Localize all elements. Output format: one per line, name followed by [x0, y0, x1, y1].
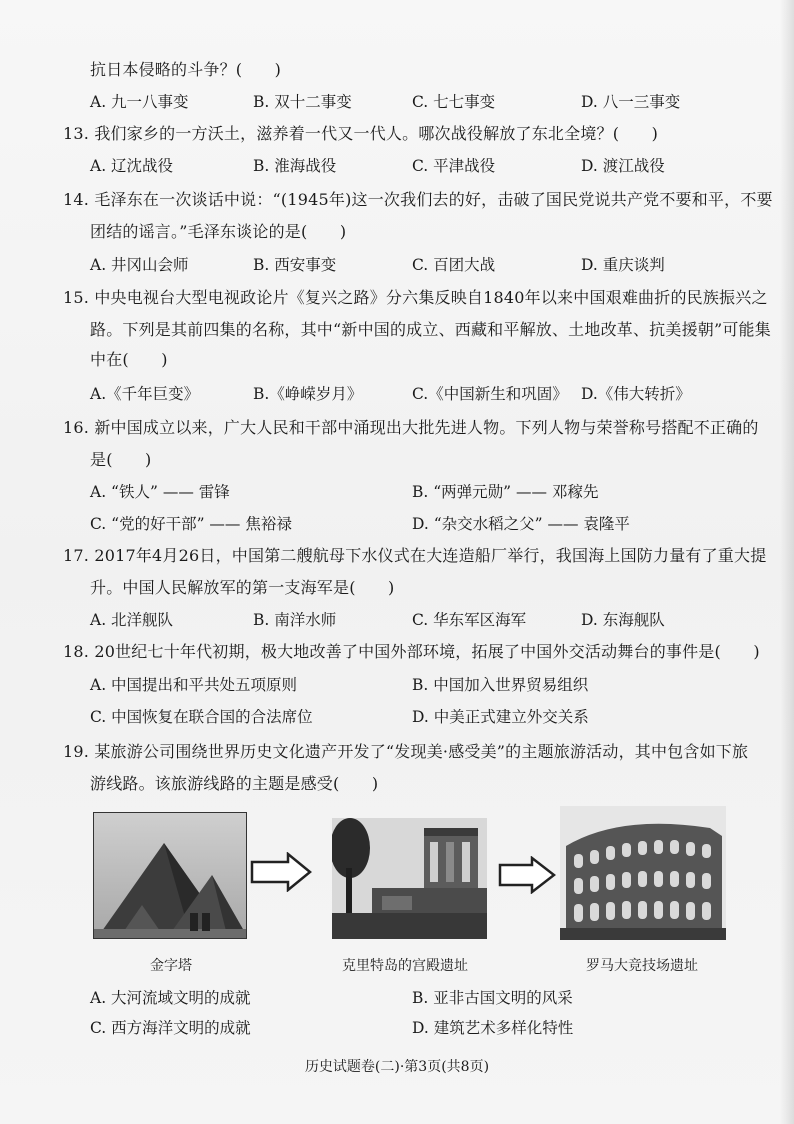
q16-option-a: A. “铁人” —— 雷锋	[90, 483, 230, 501]
q17-option-c: C. 华东军区海军	[412, 611, 527, 629]
colosseum-caption: 罗马大竞技场遗址	[586, 958, 698, 974]
pyramid-photo	[93, 812, 247, 939]
knossos-palace-photo	[332, 818, 487, 939]
palace-ruins-illustration	[332, 818, 487, 939]
q17-option-a: A. 北洋舰队	[90, 611, 174, 629]
q14-stem-line-2: 团结的谣言。”毛泽东谈论的是( )	[90, 222, 347, 241]
q18-stem-line-1: 18. 20世纪七十年代初期，极大地改善了中国外部环境，拓展了中国外交活动舞台的事件是( )	[63, 642, 760, 661]
pyramid-caption: 金字塔	[150, 958, 192, 974]
q14-option-b: B. 西安事变	[253, 256, 337, 274]
q13-option-b: B. 淮海战役	[253, 157, 337, 175]
q13-option-d: D. 渡江战役	[581, 157, 665, 175]
q14-option-d: D. 重庆谈判	[581, 256, 665, 274]
page-shadow	[780, 0, 794, 1124]
q16-option-d: D. “杂交水稻之父” —— 袁隆平	[412, 515, 630, 533]
q14-stem-line-1: 14. 毛泽东在一次谈话中说：“(1945年)这一次我们去的好，击破了国民党说共产党不要和平，不要	[63, 190, 773, 209]
q15-option-d: D.《伟大转折》	[581, 385, 691, 403]
q18-option-d: D. 中美正式建立外交关系	[412, 708, 589, 726]
q17-stem-line-1: 17. 2017年4月26日，中国第二艘航母下水仪式在大连造船厂举行，我国海上国防力量有了重大提	[63, 546, 767, 565]
q17-option-d: D. 东海舰队	[581, 611, 665, 629]
q19-option-b: B. 亚非古国文明的风采	[412, 989, 573, 1007]
palace-caption: 克里特岛的宫殿遗址	[342, 958, 468, 974]
q12-option-a: A. 九一八事变	[90, 93, 189, 111]
q19-stem-line-2: 游线路。该旅游线路的主题是感受( )	[90, 774, 379, 793]
q17-option-b: B. 南洋水师	[253, 611, 337, 629]
q19-option-d: D. 建筑艺术多样化特性	[412, 1019, 574, 1037]
q19-option-c: C. 西方海洋文明的成就	[90, 1019, 251, 1037]
q16-option-c: C. “党的好干部” —— 焦裕禄	[90, 515, 292, 533]
q12-option-b: B. 双十二事变	[253, 93, 352, 111]
q17-stem-line-2: 升。中国人民解放军的第一支海军是( )	[90, 578, 395, 597]
q12-stem-line-1: 抗日本侵略的斗争？( )	[90, 60, 282, 79]
q19-option-a: A. 大河流域文明的成就	[90, 989, 251, 1007]
q15-stem-line-1: 15. 中央电视台大型电视政论片《复兴之路》分六集反映自1840年以来中国艰难曲折的民族振兴之	[63, 288, 768, 307]
q19-stem-line-1: 19. 某旅游公司围绕世界历史文化遗产开发了“发现美·感受美”的主题旅游活动，其中包含如下旅	[63, 742, 749, 761]
q18-option-c: C. 中国恢复在联合国的合法席位	[90, 708, 313, 726]
q14-option-c: C. 百团大战	[412, 256, 496, 274]
q12-option-d: D. 八一三事变	[581, 93, 681, 111]
q13-option-c: C. 平津战役	[412, 157, 496, 175]
q18-option-a: A. 中国提出和平共处五项原则	[90, 676, 298, 694]
colosseum-photo	[560, 806, 726, 940]
q16-stem-line-2: 是( )	[90, 450, 152, 469]
right-arrow-icon	[498, 856, 556, 894]
q13-option-a: A. 辽沈战役	[90, 157, 174, 175]
q15-option-b: B.《峥嵘岁月》	[253, 385, 363, 403]
q16-option-b: B. “两弹元勋” —— 邓稼先	[412, 483, 599, 501]
q16-stem-line-1: 16. 新中国成立以来，广大人民和干部中涌现出大批先进人物。下列人物与荣誉称号搭配不正确的	[63, 418, 759, 437]
q15-option-c: C.《中国新生和巩固》	[412, 385, 568, 403]
page-footer: 历史试题卷(二)·第3页(共8页)	[304, 1059, 490, 1075]
colosseum-illustration	[560, 806, 726, 940]
q13-stem-line-1: 13. 我们家乡的一方沃土，滋养着一代又一代人。哪次战役解放了东北全境？( )	[63, 124, 659, 143]
pyramid-illustration	[94, 813, 246, 938]
right-arrow-icon	[250, 852, 312, 892]
q18-option-b: B. 中国加入世界贸易组织	[412, 676, 589, 694]
q15-stem-line-3: 中在( )	[90, 350, 168, 369]
q15-stem-line-2: 路。下列是其前四集的名称，其中“新中国的成立、西藏和平解放、土地改革、抗美援朝”可能集	[90, 320, 771, 339]
q15-option-a: A.《千年巨变》	[90, 385, 200, 403]
q12-option-c: C. 七七事变	[412, 93, 496, 111]
q14-option-a: A. 井冈山会师	[90, 256, 189, 274]
